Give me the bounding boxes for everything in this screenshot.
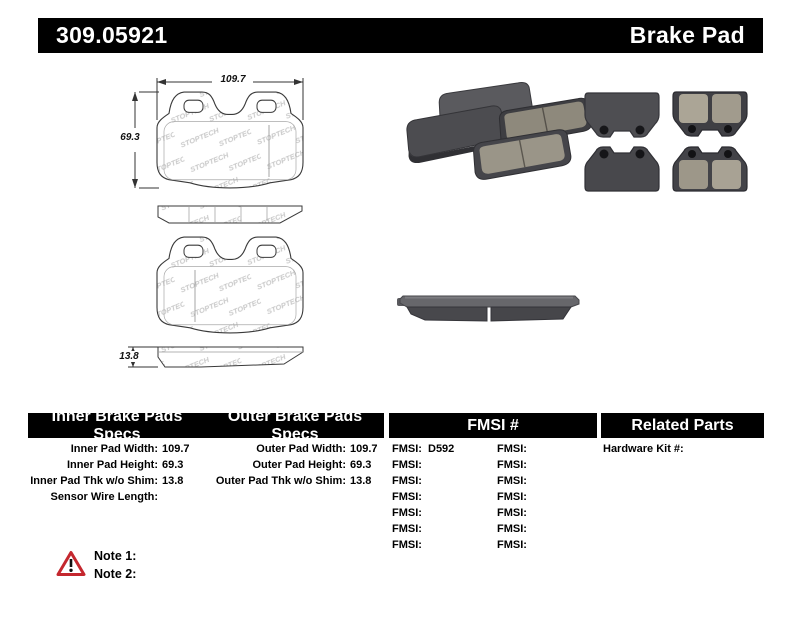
fmsi-cell	[392, 537, 454, 553]
fmsi-label: FMSI:	[497, 491, 527, 503]
table-row	[28, 441, 196, 457]
spec-value: 69.3	[350, 459, 372, 471]
spec-label: Inner Pad Width:	[70, 443, 158, 455]
spec-value	[162, 489, 196, 505]
outer-pad-front-view	[157, 237, 303, 333]
fmsi-cell	[497, 457, 533, 473]
fmsi-cell	[497, 521, 533, 537]
fmsi-label: FMSI:	[497, 507, 527, 519]
fmsi-value: D592	[428, 443, 455, 455]
inner-specs-table	[28, 441, 196, 505]
inner-pad-side-view	[158, 206, 302, 223]
table-row	[28, 489, 196, 505]
inner-pad-front-view	[157, 92, 303, 188]
fmsi-cell	[392, 505, 454, 521]
photo-pad-edge	[397, 296, 579, 321]
fmsi-cell	[392, 489, 454, 505]
photo-pads-angled	[403, 82, 593, 181]
fmsi-label: FMSI:	[497, 523, 527, 535]
pads-specs-header-bar	[28, 407, 384, 443]
related-parts-table	[603, 441, 688, 457]
fmsi-label: FMSI:	[392, 443, 422, 455]
height-dimension-label: 69.3	[114, 132, 146, 143]
related-parts-header-bar	[601, 413, 764, 438]
fmsi-label: FMSI:	[497, 443, 527, 455]
spec-label: Outer Pad Width:	[256, 443, 346, 455]
fmsi-cell	[392, 473, 454, 489]
fmsi-label: FMSI:	[392, 507, 422, 519]
related-parts-header: Related Parts	[631, 416, 734, 434]
outer-specs-header: Outer Brake Pads Specs	[227, 407, 363, 443]
fmsi-label: FMSI:	[392, 459, 422, 471]
fmsi-cell	[497, 441, 533, 457]
table-row	[212, 473, 384, 489]
spec-label: Outer Pad Thk w/o Shim:	[215, 475, 346, 487]
spec-value: 13.8	[350, 475, 372, 487]
note-line	[94, 565, 140, 583]
note-label: Note 1:	[94, 549, 137, 563]
fmsi-label: FMSI:	[497, 539, 527, 551]
fmsi-column-2	[497, 441, 533, 553]
table-row	[212, 457, 384, 473]
fmsi-label: FMSI:	[497, 475, 527, 487]
warning-triangle-icon	[56, 550, 86, 577]
table-row	[603, 441, 688, 457]
spec-value: 13.8	[162, 475, 184, 487]
outer-pad-side-view	[158, 347, 303, 367]
fmsi-label: FMSI:	[392, 475, 422, 487]
fmsi-cell	[497, 473, 533, 489]
width-dimension-label: 109.7	[213, 74, 253, 85]
spec-label: Sensor Wire Length:	[50, 491, 158, 503]
notes-section	[94, 547, 140, 583]
spec-value: 109.7	[350, 443, 378, 455]
part-number: 309.05921	[56, 22, 168, 48]
fmsi-cell	[392, 441, 454, 457]
fmsi-label: FMSI:	[497, 459, 527, 471]
fmsi-label: FMSI:	[392, 491, 422, 503]
fmsi-cell	[497, 489, 533, 505]
fmsi-column-1	[392, 441, 454, 553]
product-type-label: Brake Pad	[629, 22, 745, 48]
related-label: Hardware Kit #:	[603, 443, 684, 455]
table-row	[28, 457, 196, 473]
inner-specs-header: Inner Brake Pads Specs	[51, 407, 183, 443]
fmsi-cell	[392, 457, 454, 473]
note-line	[94, 547, 140, 565]
spec-value: 69.3	[162, 459, 184, 471]
spec-label: Inner Pad Thk w/o Shim:	[30, 475, 158, 487]
outer-specs-table	[212, 441, 384, 489]
thickness-dimension-label: 13.8	[113, 351, 145, 362]
table-row	[212, 441, 384, 457]
spec-label: Outer Pad Height:	[252, 459, 346, 471]
spec-value: 109.7	[162, 443, 190, 455]
table-row	[28, 473, 196, 489]
fmsi-cell	[497, 537, 533, 553]
fmsi-header: FMSI #	[467, 416, 519, 434]
note-label: Note 2:	[94, 567, 137, 581]
fmsi-label: FMSI:	[392, 523, 422, 535]
fmsi-cell	[497, 505, 533, 521]
spec-label: Inner Pad Height:	[66, 459, 158, 471]
fmsi-header-bar	[389, 413, 597, 438]
fmsi-label: FMSI:	[392, 539, 422, 551]
fmsi-cell	[392, 521, 454, 537]
photo-pads-flat	[585, 92, 747, 191]
